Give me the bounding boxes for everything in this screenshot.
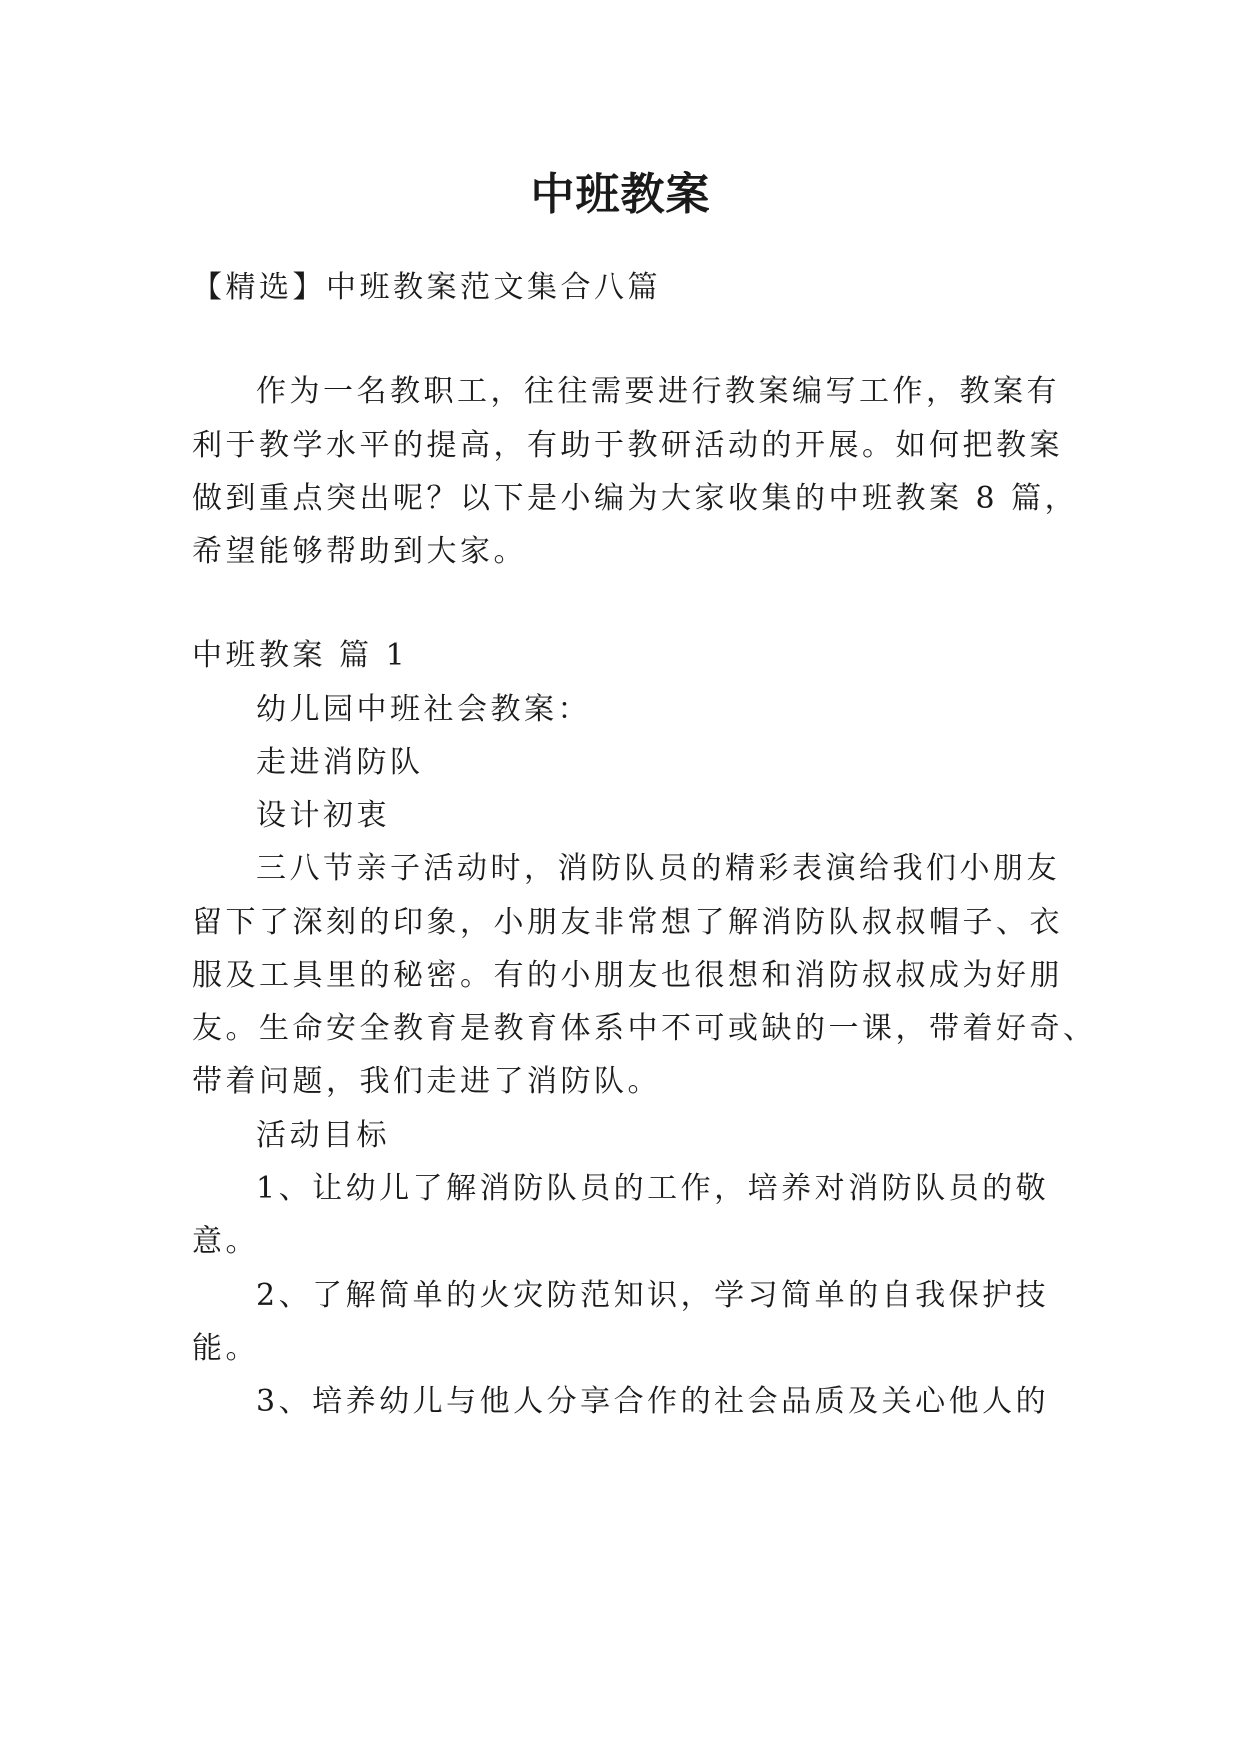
lesson-title: 走进消防队 <box>256 745 424 780</box>
goal-2-line: 2、了解简单的火灾防范知识，学习简单的自我保护技 <box>256 1278 1050 1313</box>
document-title: 中班教案 <box>530 169 711 220</box>
intro-line: 作为一名教职工，往往需要进行教案编写工作，教案有 <box>256 374 1060 409</box>
design-line: 友。生命安全教育是教育体系中不可或缺的一课，带着好奇、 <box>192 1011 1097 1046</box>
intro-line: 希望能够帮助到大家。 <box>192 534 527 569</box>
design-line: 三八节亲子活动时，消防队员的精彩表演给我们小朋友 <box>256 851 1060 886</box>
goal-1-line: 意。 <box>192 1224 259 1259</box>
goal-3-line: 3、培养幼儿与他人分享合作的社会品质及关心他人的 <box>256 1384 1050 1419</box>
design-line: 服及工具里的秘密。有的小朋友也很想和消防叔叔成为好朋 <box>192 958 1063 993</box>
goal-1-line: 1、让幼儿了解消防队员的工作，培养对消防队员的敬 <box>256 1171 1050 1206</box>
intro-line: 做到重点突出呢？以下是小编为大家收集的中班教案 8 篇， <box>192 481 1079 516</box>
goals-heading: 活动目标 <box>256 1118 390 1153</box>
design-line: 带着问题，我们走进了消防队。 <box>192 1064 661 1099</box>
document-subtitle: 【精选】中班教案范文集合八篇 <box>192 270 661 305</box>
intro-line: 利于教学水平的提高，有助于教研活动的开展。如何把教案 <box>192 428 1063 463</box>
goal-2-line: 能。 <box>192 1331 259 1366</box>
design-line: 留下了深刻的印象，小朋友非常想了解消防队叔叔帽子、衣 <box>192 905 1063 940</box>
section-heading: 中班教案 篇 1 <box>192 638 409 673</box>
lesson-type: 幼儿园中班社会教案： <box>256 692 591 727</box>
design-heading: 设计初衷 <box>256 798 390 833</box>
